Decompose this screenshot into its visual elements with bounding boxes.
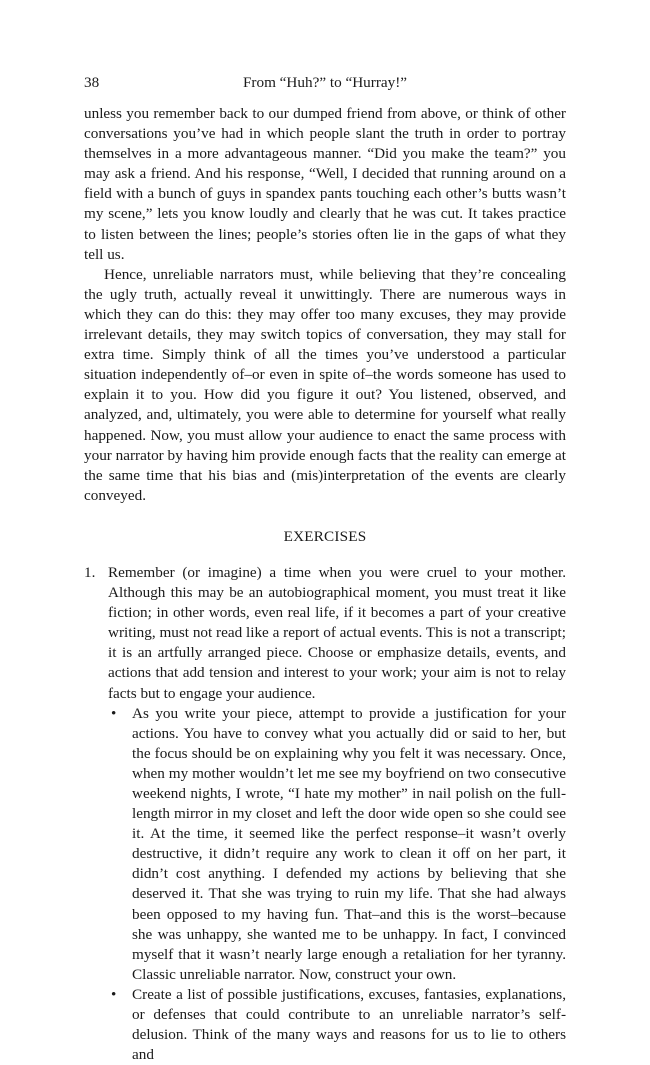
exercise-item <box>84 563 566 1065</box>
page-number: 38 <box>84 74 100 91</box>
page-body <box>84 104 566 1065</box>
exercises-heading: EXERCISES <box>283 527 367 545</box>
exercise-bullet-list <box>108 704 566 1065</box>
bullet-icon: • <box>111 985 117 1003</box>
bullet-item <box>108 704 566 985</box>
bullet-item <box>108 985 566 1065</box>
paragraph: Hence, unreliable narrators must, while believing that they’re concealing the ugly truth, actually reveal it unwittingly. There are numerous ways in which they can do this: they may offer too many excuses, they may provide irrelevant details, they may switch topics of conversation, they may stall for extra time. Simply think of all the times you’ve understood a particular situation independently of–or even in spite of–the words someone has used to explain it to you. How did you figure it out? You listened, observed, and analyzed, and, ultimately, you were able to determine for yourself what really happened. Now, you must allow your audience to enact the same process with your narrator by having him provide enough facts that the reality can emerge at the same time that his bias and (mis)interpretation of the events are clearly conveyed. <box>84 265 566 504</box>
paragraph: unless you remember back to our dumped friend from above, or think of other conversations you’ve had in which people slant the truth in order to portray themselves in a more advantageous manner. “Did you make the team?” you may ask a friend. And his response, “Well, I decided that running around on a field with a bunch of guys in spandex pants touching each other’s butts wasn’t my scene,” lets you know loudly and clearly that he was cut. It takes practice to listen between the lines; people’s stories often lie in the gaps of what they tell us. <box>84 105 566 263</box>
bullet-icon: • <box>111 704 117 722</box>
bullet-text: As you write your piece, attempt to provide a justification for your actions. You have to convey what you actually did or said to her, but the focus should be on explaining why you felt it was necessary. Once, when my mother wouldn’t let me see my boyfriend on two consecutive weekend nights, I wrote, “I hate my mother” in nail polish on the full-length mirror in my closet and left the door wide open so she could see it. At the time, it seemed like the perfect response–it wasn’t overly destructive, it didn’t require any work to clean it off on her part, it didn’t cost anything. I defended my actions by believing that she deserved it. That she was trying to ruin my life. That she had always been opposed to my having fun. That–and this is the worst–because she was unhappy, she wanted me to be unhappy. In fact, I convinced myself that it wasn’t nearly large enough a retaliation for her tyranny. Classic unreliable narrator. Now, construct your own. <box>132 704 566 983</box>
running-title: From “Huh?” to “Hurray!” <box>242 74 408 91</box>
exercise-text: Remember (or imagine) a time when you were cruel to your mother. Although this may be an autobiographical moment, you must treat it like fiction; in other words, even real life, if it becomes a part of your creative writing, must not read like a report of actual events. This is not a transcript; it is an artfully arranged piece. Choose or emphasize details, events, and actions that add tension and interest to your work; your aim is not to relay facts but to engage your audience. <box>108 563 566 702</box>
page-header <box>84 73 566 93</box>
bullet-text: Create a list of possible justifications, excuses, fantasies, explanations, or defenses that could contribute to an unreliable narrator’s self-delusion. Think of the many ways and reasons for us to lie to others and <box>132 985 566 1064</box>
exercise-number: 1. <box>84 563 96 581</box>
